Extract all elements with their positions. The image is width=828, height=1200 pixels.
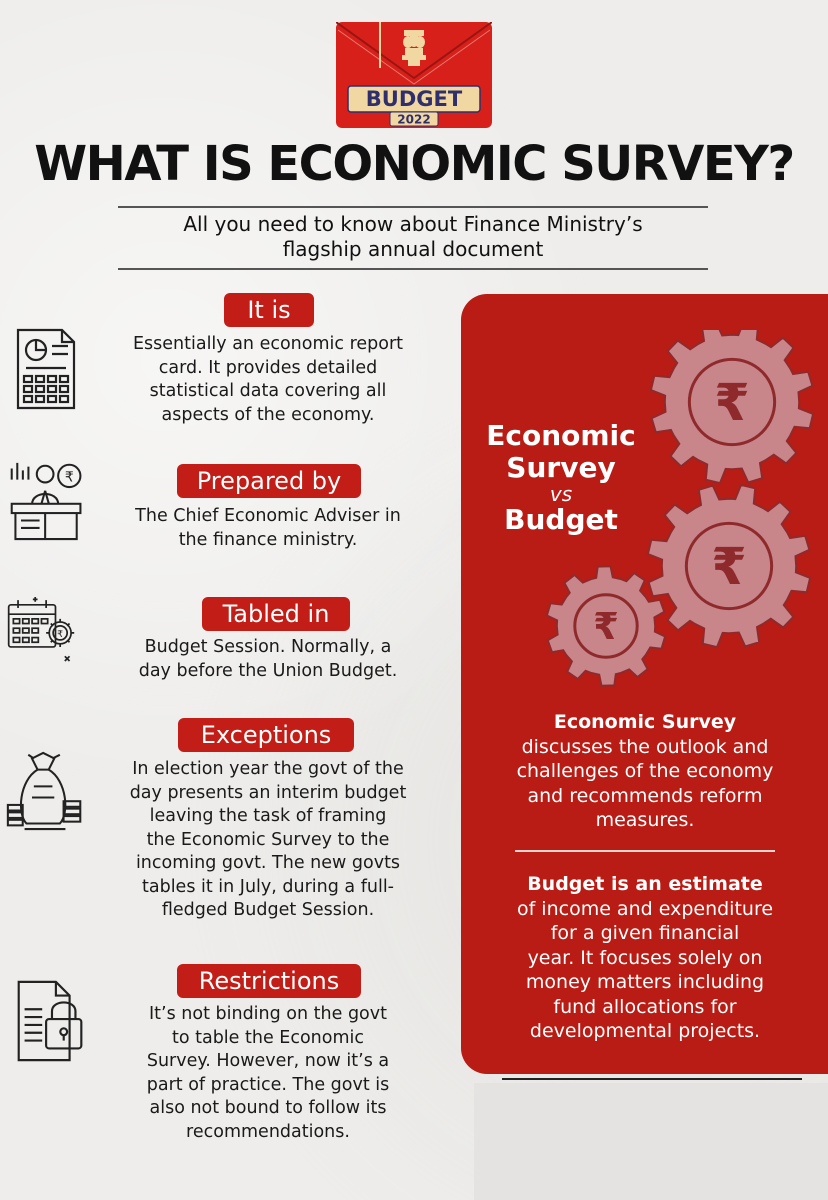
title-line: Survey [506,451,616,484]
survey-heading: Economic Survey [553,711,737,733]
section-label-exceptions: Exceptions [178,718,354,752]
budget-description [475,872,815,1044]
section-label-prepared-by: Prepared by [177,464,361,498]
adviser-at-desk-icon [8,456,86,546]
gear-small [547,566,665,686]
subtitle-line-1: All you need to know about Finance Ministry’s [183,212,643,236]
text-line: developmental projects. [529,1020,761,1042]
page-subtitle [118,212,708,262]
subtitle-line-2: flagship annual document [282,237,544,261]
section-text-prepared-by [108,505,428,552]
page-title: WHAT IS ECONOMIC SURVEY? [34,136,794,192]
budget-heading: Budget is an estimate [527,873,763,895]
text-line: aspects of the economy. [161,404,375,425]
section-text-restrictions [108,1003,428,1144]
text-line: for a given financial [550,922,740,944]
locked-document-icon [12,976,90,1066]
title-line: Economic [486,419,636,452]
text-line: year. It focuses solely on [527,946,763,969]
logo-year-text: 2022 [397,112,431,127]
text-line: recommendations. [186,1121,350,1142]
comparison-title [461,420,661,536]
text-line: Essentially an economic report [132,334,404,354]
section-label-restrictions: Restrictions [177,964,361,998]
title-line: Budget [504,503,618,536]
rupee-symbol: ₹ [64,469,74,486]
title-divider-top [118,206,708,208]
rupee-symbol: ₹ [57,628,64,640]
text-line: fund allocations for [553,995,737,1018]
money-bag-icon [6,746,84,836]
card-divider [515,850,775,852]
text-line: tables it in July, during a full- [142,876,394,897]
calendar-gear-icon [4,584,82,674]
text-line: fledged Budget Session. [161,900,375,920]
text-line: statistical data covering all [149,381,387,401]
text-line: money matters including [525,971,765,993]
section-text-tabled-in [108,636,428,683]
rupee-symbol: ₹ [714,374,750,434]
section-text-it-is [108,333,428,427]
vs-text: vs [549,482,573,506]
rupee-symbol: ₹ [711,538,747,598]
card-shadow-panel [474,1083,828,1200]
text-line: In election year the govt of the [132,759,404,779]
text-line: day before the Union Budget. [138,660,398,681]
text-line: challenges of the economy [516,760,774,782]
report-card-icon [10,324,88,414]
text-line: to table the Economic [171,1027,364,1048]
section-label-it-is: It is [224,293,314,327]
text-line: Survey. However, now it’s a [146,1051,390,1071]
text-line: also not bound to follow its [149,1098,387,1118]
section-text-exceptions [108,758,428,923]
text-line: The Chief Economic Adviser in [135,506,401,526]
text-line: It’s not binding on the govt [149,1004,387,1024]
budget-2022-logo [336,22,492,128]
text-line: incoming govt. The new govts [135,853,401,873]
text-line: card. It provides detailed [158,357,378,378]
logo-budget-text: BUDGET [365,87,463,111]
rupee-symbol: ₹ [593,605,619,649]
text-line: the finance ministry. [178,529,358,550]
gear-large-bottom [648,485,810,647]
text-line: Budget Session. Normally, a [144,637,392,657]
text-line: measures. [595,809,695,831]
text-line: discusses the outlook and [521,735,769,758]
title-divider-bottom [118,268,708,270]
text-line: part of practice. The govt is [146,1074,390,1095]
text-line: day presents an interim budget [129,782,407,803]
survey-description [475,710,815,833]
text-line: of income and expenditure [516,897,774,920]
card-bottom-rule [502,1078,802,1080]
text-line: the Economic Survey to the [146,829,390,850]
text-line: leaving the task of framing [149,806,387,826]
gear-large-top [651,330,813,483]
section-label-tabled-in: Tabled in [202,597,350,631]
text-line: and recommends reform [527,784,763,807]
